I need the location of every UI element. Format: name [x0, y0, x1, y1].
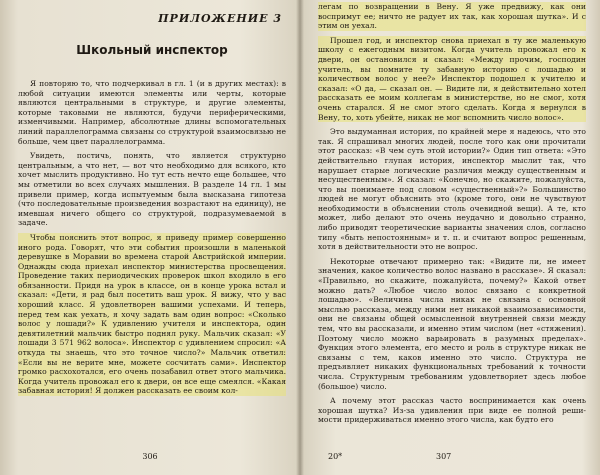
paragraph-2: Увидеть, постичь, понять, что является структурно центральным, а что нет, — вот что необходимо для всякого, кто хочет мыслить продуктивно. Но тут есть нечто еще большее, что мы отметили во всех случаях мышления. В разделе 14 гл. 1 мы привели пример, когда испытуемым была высказана гипотеза (что последовательные произведения возрастают на единицу), не имевшая ничего общего со структурой, подразумеваемой в задаче.: [18, 151, 286, 228]
signature-mark: 20*: [328, 452, 343, 461]
paragraph-7: Некоторые отвечают примерно так: «Видите ли, не имеет значения, какое количество волос названо в рассказе». Я сказал: «Правильно, но скажите, пожалуйста, почему?» Какой ответ можно дать? «Любое число волос связано с конкретной лошадью». «Величина числа никак не связана с основной мыслью рассказа, между ними нет никакой взаимозависимости, они не связаны общей осмысленной внутренней связи между тем, что вы рассказали, и именно этим числом (нет «стяжения). Поэтому число можно варьировать в разумных пределах». Функция этого элемента, его место и роль в структуре никак не связаны с тем, каков именно это число. Структура не предъявляет никаких функциональных требований к точности числа. Структурным требованиям удовлетворяет здесь любое (большое) число.: [318, 256, 586, 391]
running-head: ПРИЛОЖЕНИЕ 3: [158, 12, 282, 25]
paragraph-1: Я повторяю то, что подчеркивал в гл. 1 (и в других местах): в любой ситуации имеются элементы или черты, которые являются центральными в структуре, и другие элементы, которые таковыми не являются, будучи периферическими, изменчивыми. Например, абсолютные длины вспомогательных линий параллелограмма связаны со структурой взаимосвязью не больше, чем цвет параллелограмма.: [18, 79, 286, 146]
page-number-left: 306: [142, 452, 158, 461]
paragraph-6: Это выдуманная история, по крайней мере я надеюсь, что это так. Я спрашивал многих людей, после того как они прочитали этот рассказ: «В чем суть этой истории?» Один тип ответа: «Это действительно глупая история, инспектор мыслит так, что нарушает старые логические различия между существенным и несущественным». Я сказал: «Конечно, но скажите, пожалуйста, что вы понимаете под словом «существенный»?» Большинство людей не могут объяснить это (кроме того, они не чувствуют необходимости в объяснении столь очевидной вещи). А те, кто может, либо делают это очень неудачно и довольно странно, либо приводят теоретические варианты значения слов, согласно типу «быть непостоянным» и т. п. и считают вопрос решенным, хотя в действительности это не вопрос.: [318, 127, 586, 252]
paragraph-3-highlighted: Чтобы пояснить этот вопрос, я приведу пример совершенно иного рода. Говорят, что эти события произошли в маленькой деревушке в Моравии во времена старой Австрийской империи. Однажды сюда приехал инспектор министерства просвещения. Проведение таких периодических проверок школ входило в его обязанности. Придя на урок в классе, он в конце урока встал и сказал: «Дети, я рад был посетить ваш урок. Я вижу, что у вас хороший класс. Я удовлетворен вашими успехами. И теперь, перед тем как уехать, я хочу задать вам один вопрос: «Сколько волос у лошади?» К удивлению учителя и инспектора, один девятилетний мальчик быстро поднял руку. Мальчик сказал: «У лошади 3 571 962 волоса». Инспектор с удивлением спросил: «А откуда ты знаешь, что это точное число?» Мальчик ответил: «Если вы не верите мне, можете сосчитать сами». Инспектор громко расхохотался, его очень позабавил ответ этого мальчика. Когда учитель провожал его к двери, он все еще смеялся. «Какая забавная история! Я должен рассказать ее своим кол-: [18, 232, 286, 396]
page-number-right: 307: [436, 452, 452, 461]
paragraph-8: А почему этот рассказ часто воспринимается как очень хорошая шутка? Из-за удивления при виде ее полной реши- мости придерживаться именно этого числа, как будто его: [318, 396, 586, 425]
right-page: [300, 0, 600, 475]
right-page-body: [318, 0, 586, 425]
paragraph-4-highlighted: легам по возвращении в Вену. Я уже предвижу, как они воспримут ее; ничто не радует их так, как хорошая шутка». И с этим он уехал.: [318, 2, 586, 31]
chapter-title: Школьный инспектор: [76, 43, 228, 57]
paragraph-5-highlighted: Прошел год, и инспектор снова приехал в ту же маленькую школу с ежегодным визитом. Когда учитель провожал его к двери, он остановился и сказал: «Между прочим, господин учитель, вы помните ту забавную историю с лошадью и количеством волос у нее?» Инспектор подошел к учителю и сказал: «О да, — сказал он. — Видите ли, я действительно хотел рассказать ее моим коллегам в министерстве, но не смог, хотя очень старался. Я не смог этого сделать. Когда я вернулся в Вену, то, хоть убейте, никак не мог вспомнить число волос».: [318, 35, 586, 122]
